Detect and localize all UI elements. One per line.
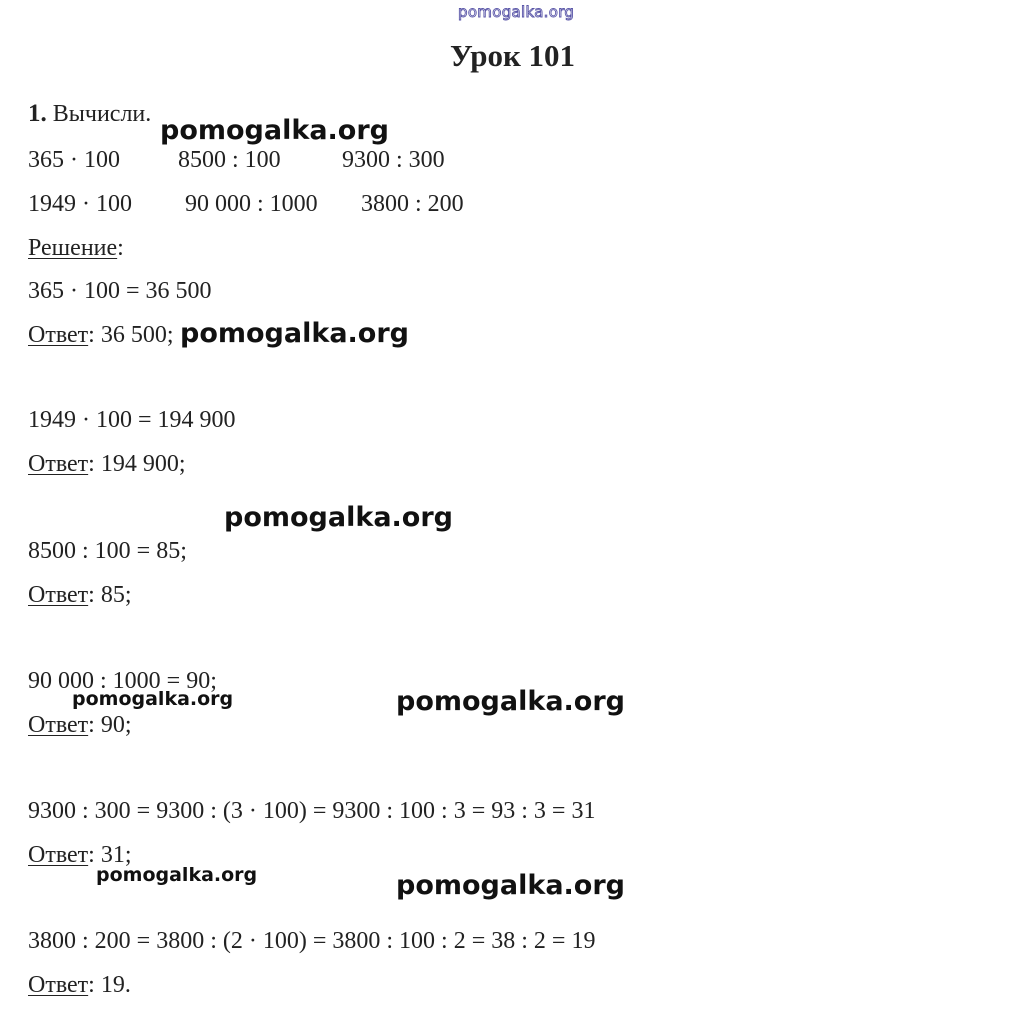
solution-equation: 1949 · 100 = 194 900 [28,407,236,433]
answer-label: Ответ [28,712,89,738]
watermark: pomogalka.org [160,115,389,146]
exercise-2: 8500 : 100 [178,147,281,173]
answer-label: Ответ [28,842,89,868]
solution-answer [28,971,131,999]
watermark: pomogalka.org [180,318,409,349]
task-heading [28,100,151,128]
answer-label: Ответ [28,972,89,998]
watermark: pomogalka.org [396,870,625,901]
task-number: 1. [28,100,47,127]
task-instruction: Вычисли. [52,101,152,127]
answer-value: : 85; [88,582,132,608]
page-title: Урок 101 [450,38,576,73]
solution-heading: Решение: [28,235,124,261]
watermark: pomogalka.org [96,864,258,886]
solution-answer [28,711,132,739]
exercise-5: 90 000 : 1000 [185,191,318,217]
solution-equation: 9300 : 300 = 9300 : (3 · 100) = 9300 : 100 : 3 = 93 : 3 = 31 [28,798,596,824]
exercise-1: 365 · 100 [28,147,120,173]
solution-answer [28,581,132,609]
watermark: pomogalka.org [224,502,453,533]
answer-label: Ответ [28,582,89,608]
watermark: pomogalka.org [72,688,234,710]
solution-equation: 90 000 : 1000 = 90; [28,668,217,694]
solution-label: Решение [28,235,118,261]
answer-label: Ответ [28,322,89,348]
answer-value: : 31; [88,842,132,868]
answer-value: : 194 900; [88,451,186,477]
solution-answer [28,450,186,478]
exercise-4: 1949 · 100 [28,191,132,217]
solution-answer [28,321,174,349]
solution-equation: 365 · 100 = 36 500 [28,278,212,304]
answer-value: : 19. [88,972,131,998]
answer-label: Ответ [28,451,89,477]
answer-value: : 36 500; [88,322,174,348]
exercise-6: 3800 : 200 [361,191,464,217]
header-watermark: pomogalka.org [458,3,575,21]
solution-equation: 3800 : 200 = 3800 : (2 · 100) = 3800 : 100 : 2 = 38 : 2 = 19 [28,928,596,954]
exercise-3: 9300 : 300 [342,147,445,173]
watermark: pomogalka.org [396,686,625,717]
solution-equation: 8500 : 100 = 85; [28,538,187,564]
answer-value: : 90; [88,712,132,738]
